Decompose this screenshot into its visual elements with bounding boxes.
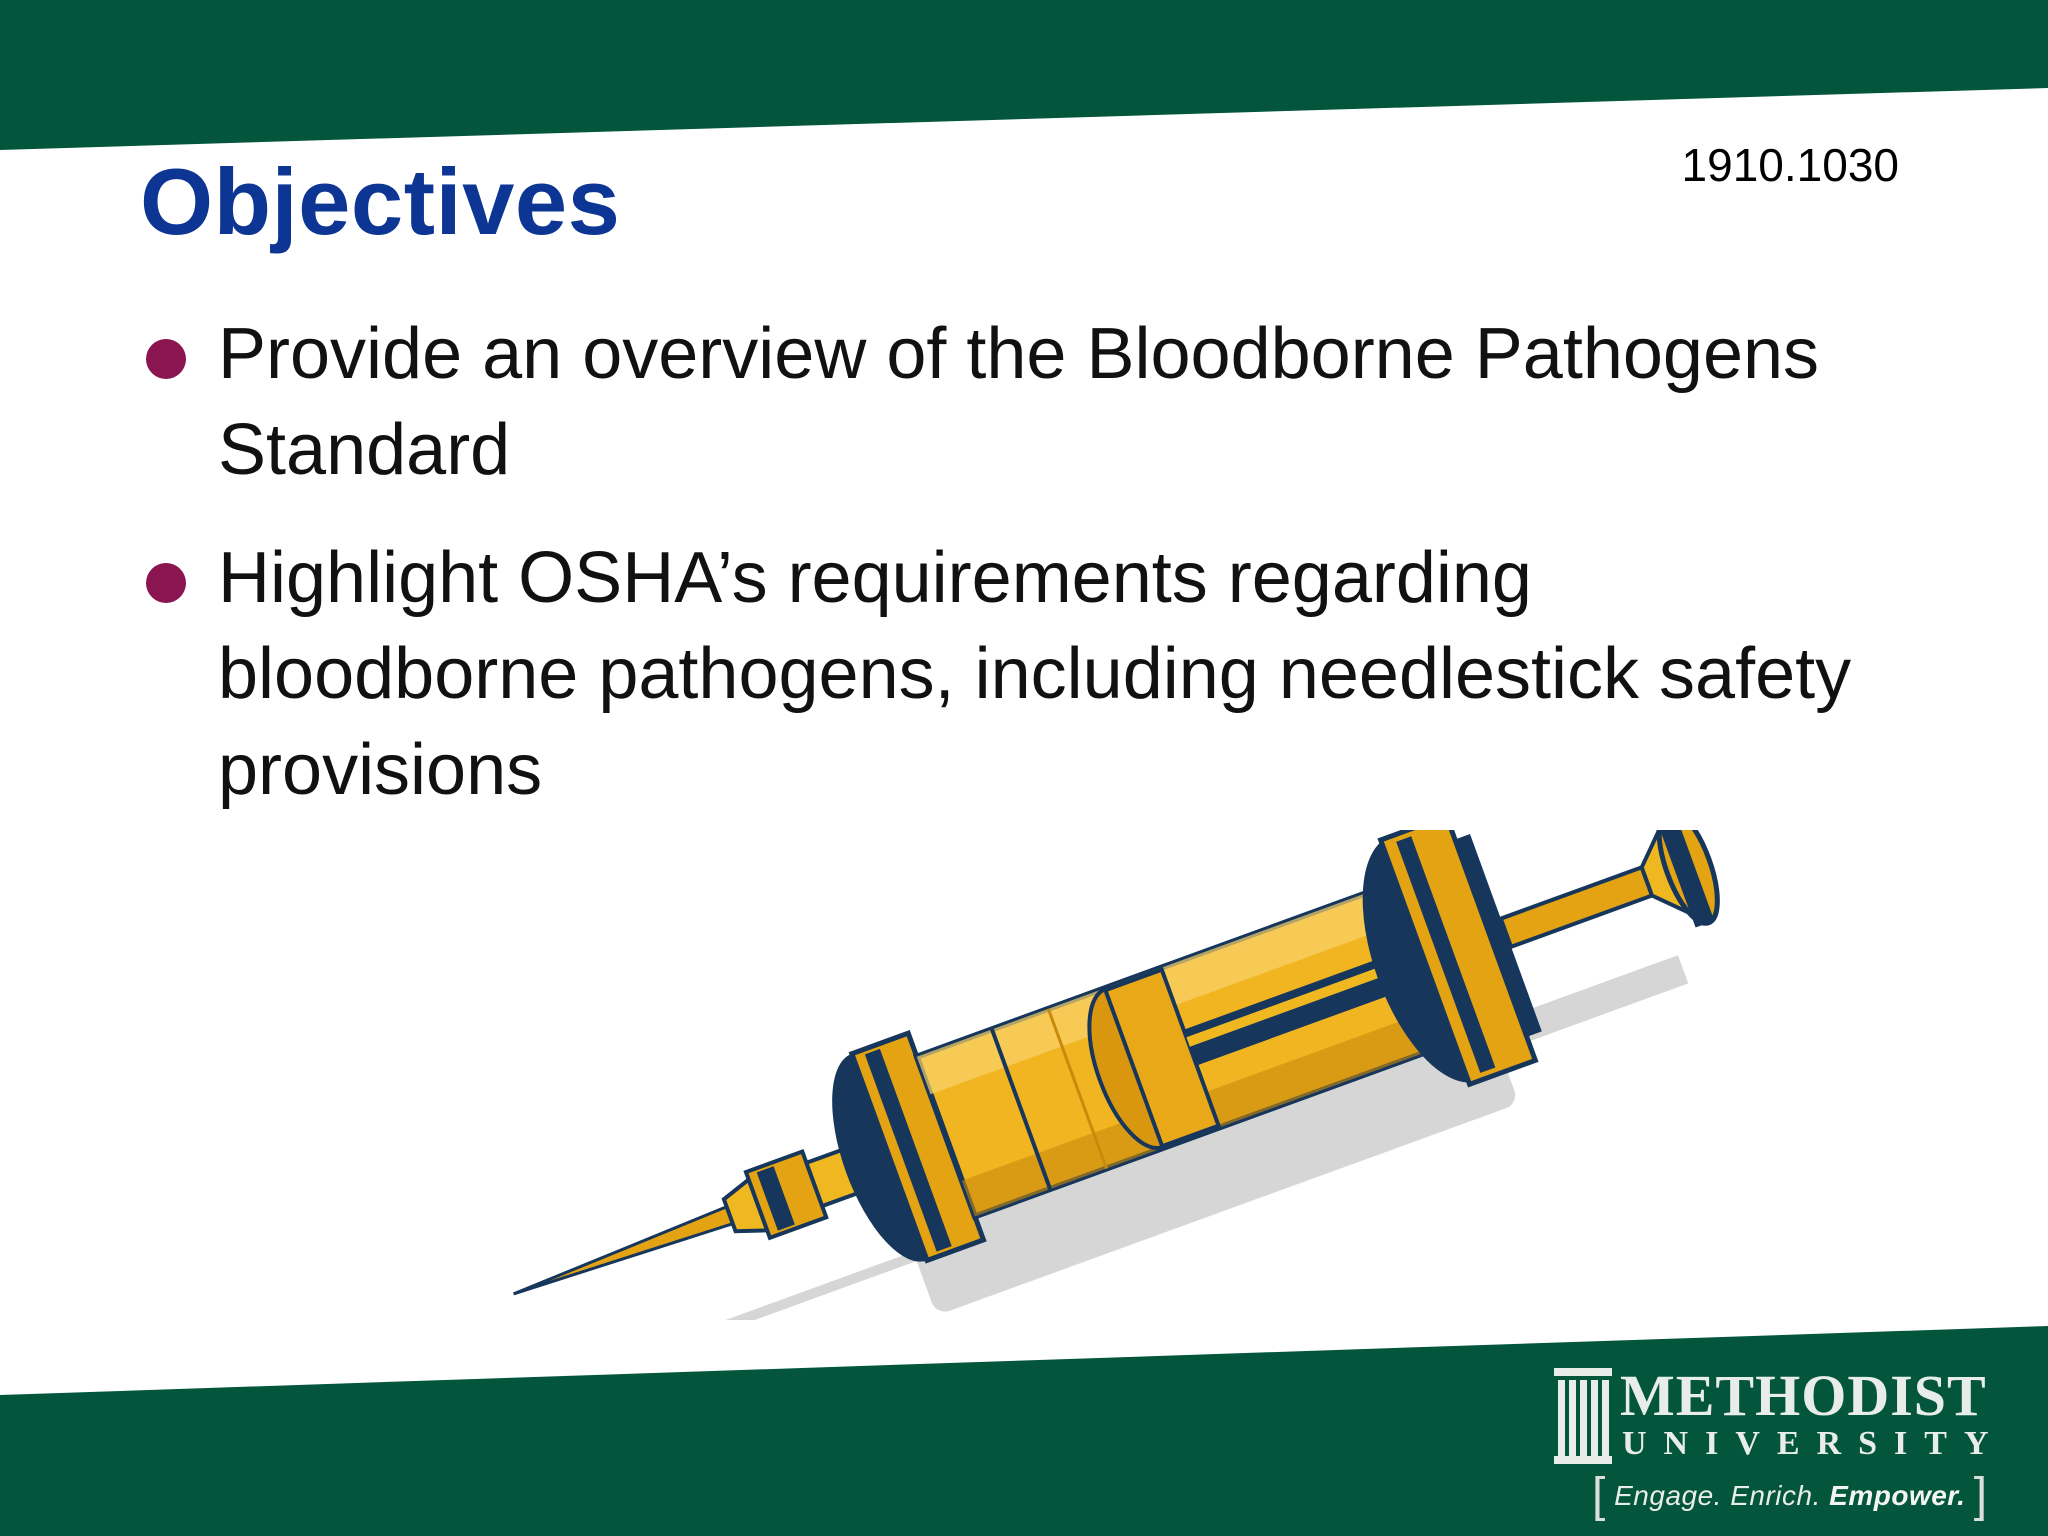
standard-reference: 1910.1030 bbox=[1681, 139, 1899, 191]
bullet-dot bbox=[146, 339, 186, 379]
bullet-text: Provide an overview of the Bloodborne Pathogens Standard bbox=[218, 314, 1820, 490]
bullet-item bbox=[142, 306, 1862, 498]
tagline-bracket-open: [ bbox=[1592, 1469, 1606, 1522]
logo-subtitle: UNIVERSITY bbox=[1622, 1425, 2006, 1462]
syringe-needle bbox=[511, 1207, 733, 1303]
bullet-dot bbox=[146, 563, 186, 603]
logo-name: METHODIST bbox=[1620, 1363, 1987, 1428]
tagline-word: Engage. bbox=[1614, 1480, 1722, 1511]
tagline-bracket-close: ] bbox=[1973, 1469, 1988, 1522]
tagline-word: Enrich. bbox=[1730, 1480, 1821, 1511]
top-band bbox=[0, 0, 2048, 150]
tagline-word: Empower. bbox=[1829, 1480, 1966, 1511]
slide-title: Objectives bbox=[140, 149, 621, 254]
bullet-item bbox=[142, 530, 1862, 818]
methodist-university-logo bbox=[1550, 1362, 2006, 1522]
logo-tagline bbox=[1592, 1469, 1988, 1522]
columns-icon bbox=[1554, 1368, 1612, 1464]
bullet-text: Highlight OSHA’s requirements regarding bloodborne pathogens, including needlestick safety provisions bbox=[218, 538, 1852, 810]
bullet-list bbox=[142, 306, 1862, 850]
syringe-icon bbox=[455, 830, 1795, 1320]
syringe-plunger-shaft bbox=[1501, 867, 1652, 946]
